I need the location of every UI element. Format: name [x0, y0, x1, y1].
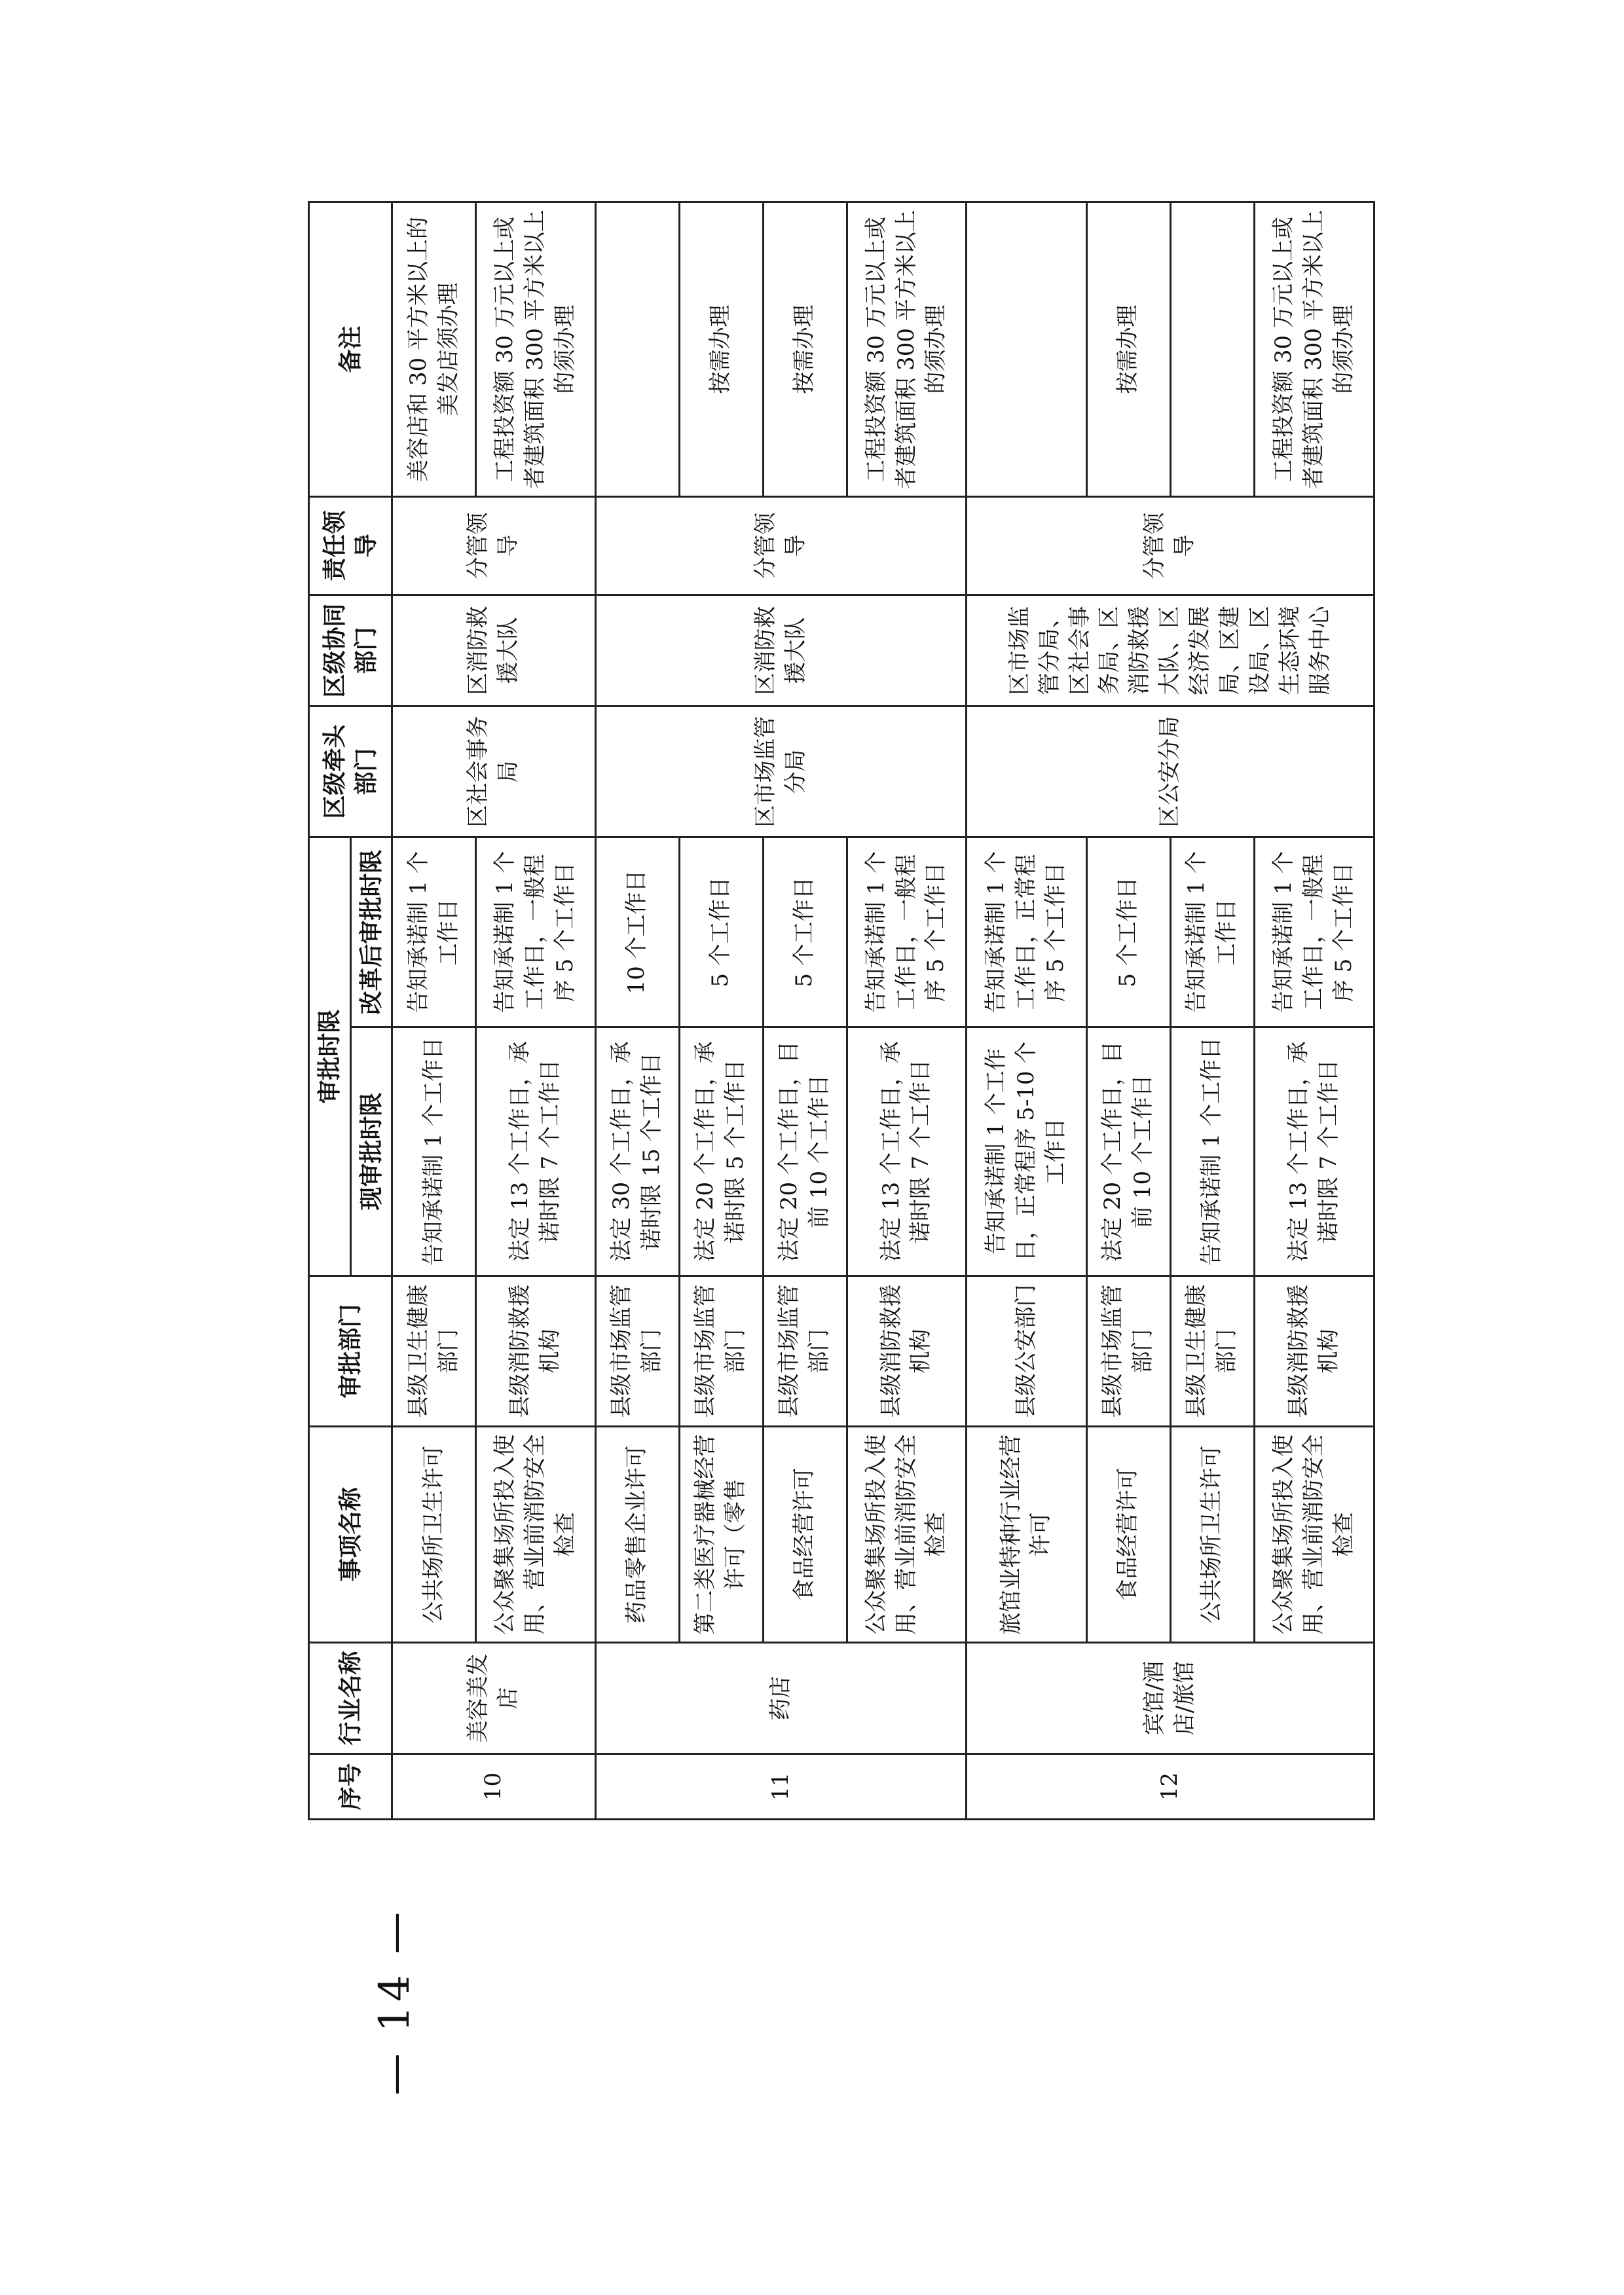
rotated-table-container: [308, 203, 1375, 1820]
leader-cell: 分管领导: [392, 496, 596, 595]
item-cell: 食品经营许可: [1086, 1427, 1170, 1643]
table-row: [1086, 202, 1170, 1819]
current-time-cell: 告知承诺制 1 个工作日，正常程序 5-10 个工作日: [967, 1027, 1086, 1276]
dept-cell: 县级公安部门: [967, 1276, 1086, 1427]
table-row: [1170, 202, 1254, 1819]
header-leader: 责任领导: [309, 496, 392, 595]
dept-cell: 县级市场监管部门: [595, 1276, 679, 1427]
remark-cell: [595, 202, 679, 496]
item-cell: 第二类医疗器械经营许可（零售: [679, 1427, 763, 1643]
table-row: [763, 202, 847, 1819]
reform-time-cell: 5 个工作日: [679, 837, 763, 1027]
dept-cell: 县级消防救援机构: [476, 1276, 596, 1427]
table-row: [679, 202, 763, 1819]
seq-cell: 12: [967, 1754, 1375, 1820]
reform-time-cell: 告知承诺制 1 个工作日，一般程序 5 个工作日: [476, 837, 596, 1027]
table-row: [392, 202, 476, 1819]
table-row: [476, 202, 596, 1819]
item-cell: 药品零售企业许可: [595, 1427, 679, 1643]
header-seq: 序号: [309, 1754, 392, 1820]
approval-table-frame: [308, 203, 1375, 1820]
current-time-cell: 法定 20 个工作日，目前 10 个工作日: [763, 1027, 847, 1276]
current-time-cell: 告知承诺制 1 个工作日: [392, 1027, 476, 1276]
coop-dept-cell: 区市场监管分局、区社会事务局、区消防救援大队、区经济发展局、区建设局、区生态环境服务中心: [967, 595, 1375, 706]
header-time-reform: 改革后审批时限: [350, 837, 392, 1027]
reform-time-cell: 告知承诺制 1 个工作日，正常程序 5 个工作日: [967, 837, 1086, 1027]
reform-time-cell: 告知承诺制 1 个工作日，一般程序 5 个工作日: [847, 837, 967, 1027]
header-lead-dept: 区级牵头部门: [309, 706, 392, 837]
item-cell: 公共场所卫生许可: [1170, 1427, 1254, 1643]
reform-time-cell: 告知承诺制 1 个工作日: [392, 837, 476, 1027]
dept-cell: 县级消防救援机构: [847, 1276, 967, 1427]
remark-cell: 按需办理: [763, 202, 847, 496]
table-row: [595, 202, 679, 1819]
lead-dept-cell: 区公安分局: [967, 706, 1375, 837]
table-row: [1254, 202, 1374, 1819]
remark-cell: 工程投资额 30 万元以上或者建筑面积 300 平方米以上的须办理: [847, 202, 967, 496]
item-cell: 公众聚集场所投入使用、营业前消防安全检查: [847, 1427, 967, 1643]
lead-dept-cell: 区市场监管分局: [595, 706, 966, 837]
header-coop-dept: 区级协同部门: [309, 595, 392, 706]
dept-cell: 县级市场监管部门: [679, 1276, 763, 1427]
remark-cell: 工程投资额 30 万元以上或者建筑面积 300 平方米以上的须办理: [1254, 202, 1374, 496]
header-item: 事项名称: [309, 1427, 392, 1643]
industry-cell: 美容美发店: [392, 1643, 596, 1754]
header-row-1: [309, 202, 351, 1819]
current-time-cell: 法定 13 个工作日，承诺时限 7 个工作日: [847, 1027, 967, 1276]
remark-cell: 美容店和 30 平方米以上的美发店须办理: [392, 202, 476, 496]
current-time-cell: 法定 20 个工作日，目前 10 个工作日: [1086, 1027, 1170, 1276]
dept-cell: 县级市场监管部门: [763, 1276, 847, 1427]
item-cell: 公共场所卫生许可: [392, 1427, 476, 1643]
current-time-cell: 法定 20 个工作日，承诺时限 5 个工作日: [679, 1027, 763, 1276]
dept-cell: 县级卫生健康部门: [1170, 1276, 1254, 1427]
dept-cell: 县级消防救援机构: [1254, 1276, 1374, 1427]
reform-time-cell: 告知承诺制 1 个工作日: [1170, 837, 1254, 1027]
page-number: — 14 —: [371, 1907, 420, 2096]
dept-cell: 县级市场监管部门: [1086, 1276, 1170, 1427]
coop-dept-cell: 区消防救援大队: [392, 595, 596, 706]
leader-cell: 分管领导: [967, 496, 1375, 595]
remark-cell: [967, 202, 1086, 496]
leader-cell: 分管领导: [595, 496, 966, 595]
lead-dept-cell: 区社会事务局: [392, 706, 596, 837]
reform-time-cell: 5 个工作日: [763, 837, 847, 1027]
dept-cell: 县级卫生健康部门: [392, 1276, 476, 1427]
header-time-group: 审批时限: [309, 837, 351, 1276]
table-row: [847, 202, 967, 1819]
current-time-cell: 法定 13 个工作日，承诺时限 7 个工作日: [476, 1027, 596, 1276]
seq-cell: 11: [595, 1754, 966, 1820]
reform-time-cell: 5 个工作日: [1086, 837, 1170, 1027]
item-cell: 公众聚集场所投入使用、营业前消防安全检查: [1254, 1427, 1374, 1643]
current-time-cell: 法定 13 个工作日，承诺时限 7 个工作日: [1254, 1027, 1374, 1276]
coop-dept-cell: 区消防救援大队: [595, 595, 966, 706]
remark-cell: 按需办理: [1086, 202, 1170, 496]
remark-cell: [1170, 202, 1254, 496]
current-time-cell: 告知承诺制 1 个工作日: [1170, 1027, 1254, 1276]
header-time-current: 现审批时限: [350, 1027, 392, 1276]
table-row: [967, 202, 1086, 1819]
item-cell: 旅馆业特种行业经营许可: [967, 1427, 1086, 1643]
current-time-cell: 法定 30 个工作日，承诺时限 15 个工作日: [595, 1027, 679, 1276]
seq-cell: 10: [392, 1754, 596, 1820]
remark-cell: 工程投资额 30 万元以上或者建筑面积 300 平方米以上的须办理: [476, 202, 596, 496]
header-dept: 审批部门: [309, 1276, 392, 1427]
industry-cell: 药店: [595, 1643, 966, 1754]
item-cell: 公众聚集场所投入使用、营业前消防安全检查: [476, 1427, 596, 1643]
item-cell: 食品经营许可: [763, 1427, 847, 1643]
header-industry: 行业名称: [309, 1643, 392, 1754]
reform-time-cell: 告知承诺制 1 个工作日，一般程序 5 个工作日: [1254, 837, 1374, 1027]
reform-time-cell: 10 个工作日: [595, 837, 679, 1027]
industry-cell: 宾馆/酒店/旅馆: [967, 1643, 1375, 1754]
header-remark: 备注: [309, 202, 392, 496]
approval-table: [308, 201, 1375, 1820]
remark-cell: 按需办理: [679, 202, 763, 496]
